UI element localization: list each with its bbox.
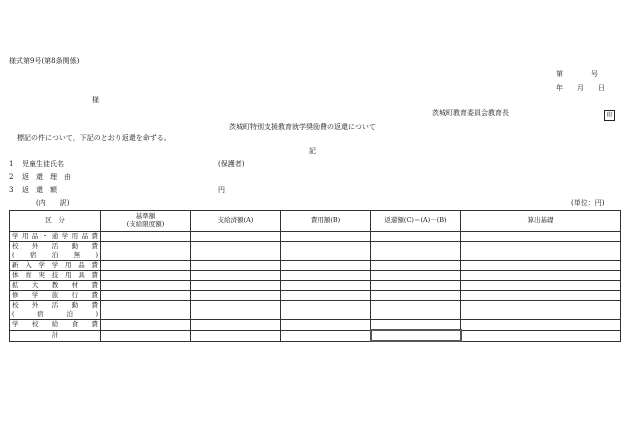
cell bbox=[281, 261, 371, 271]
cell bbox=[281, 232, 371, 242]
field-2-label: 返 還 理 由 bbox=[22, 173, 71, 181]
header-base bbox=[101, 211, 191, 232]
total-refund-cell bbox=[371, 330, 461, 341]
row-label-line2: (宿泊) bbox=[12, 310, 98, 318]
cell bbox=[371, 291, 461, 301]
cell bbox=[461, 271, 621, 281]
issuer: 茨城町教育委員会教育長 bbox=[432, 109, 509, 117]
cell bbox=[101, 320, 191, 331]
field-1-label: 児童生徒氏名 bbox=[22, 160, 64, 168]
document-title: 茨城町特別支援教育就学奨励費の返還について bbox=[229, 123, 376, 131]
field-1-number: 1 bbox=[9, 160, 14, 168]
breakdown-label: (内 訳) bbox=[36, 199, 70, 207]
field-1-note: (保護者) bbox=[218, 160, 245, 168]
table-row bbox=[10, 301, 621, 320]
cell bbox=[191, 291, 281, 301]
cell bbox=[281, 301, 371, 320]
cell bbox=[281, 291, 371, 301]
cell bbox=[101, 301, 191, 320]
table-row bbox=[10, 320, 621, 331]
row-label: 体育実技用具費 bbox=[10, 271, 101, 281]
cell bbox=[371, 301, 461, 320]
cell bbox=[191, 330, 281, 341]
unit-note: (単位：円) bbox=[571, 199, 605, 207]
header-calc: 算出基礎 bbox=[461, 211, 621, 232]
cell bbox=[101, 271, 191, 281]
cell bbox=[191, 261, 281, 271]
intro-text: 標記の件について，下記のとおり返還を命ずる。 bbox=[17, 134, 171, 142]
row-label: 学校給食費 bbox=[10, 320, 101, 331]
document-number: 第 号 bbox=[556, 70, 598, 78]
field-3-unit: 円 bbox=[218, 186, 225, 194]
ki-heading: 記 bbox=[309, 147, 316, 155]
cell bbox=[371, 261, 461, 271]
field-3-label: 返 還 額 bbox=[22, 186, 57, 194]
header-base-sub: (支給限度額) bbox=[126, 220, 165, 228]
cell bbox=[281, 271, 371, 281]
table-row bbox=[10, 271, 621, 281]
cell bbox=[191, 271, 281, 281]
cell bbox=[281, 242, 371, 261]
cell bbox=[371, 271, 461, 281]
header-paid: 支給済額(A) bbox=[191, 211, 281, 232]
cell bbox=[191, 281, 281, 291]
cell bbox=[461, 301, 621, 320]
cell bbox=[461, 330, 621, 341]
header-cost: 費用額(B) bbox=[281, 211, 371, 232]
header-category: 区 分 bbox=[10, 211, 101, 232]
cell bbox=[101, 330, 191, 341]
cell bbox=[371, 232, 461, 242]
cell bbox=[371, 320, 461, 331]
document-date: 年 月 日 bbox=[556, 84, 605, 92]
cell bbox=[191, 232, 281, 242]
row-label-line2: (宿泊無) bbox=[12, 251, 98, 259]
field-2-number: 2 bbox=[9, 173, 14, 181]
cell bbox=[461, 320, 621, 331]
table-header-row bbox=[10, 211, 621, 232]
cell bbox=[191, 242, 281, 261]
row-label bbox=[10, 301, 101, 320]
total-label: 計 bbox=[10, 330, 101, 341]
cell bbox=[101, 242, 191, 261]
cell bbox=[371, 281, 461, 291]
row-label-line1: 校外活動費 bbox=[12, 242, 98, 250]
cell bbox=[281, 320, 371, 331]
row-label: 拡大教材費 bbox=[10, 281, 101, 291]
cell bbox=[101, 232, 191, 242]
cell bbox=[461, 281, 621, 291]
recipient-suffix: 様 bbox=[92, 96, 99, 104]
field-3-number: 3 bbox=[9, 186, 14, 194]
table-row bbox=[10, 232, 621, 242]
row-label bbox=[10, 242, 101, 261]
seal-mark: 印 bbox=[604, 110, 615, 121]
cell bbox=[101, 281, 191, 291]
header-base-label: 基準額 bbox=[135, 212, 156, 221]
table-row bbox=[10, 242, 621, 261]
total-row bbox=[10, 330, 621, 341]
header-refund: 返還額(C)＝(A)－(B) bbox=[371, 211, 461, 232]
cell bbox=[191, 301, 281, 320]
cell bbox=[281, 330, 371, 341]
table-row bbox=[10, 261, 621, 271]
row-label: 新入学学用品費 bbox=[10, 261, 101, 271]
cell bbox=[461, 261, 621, 271]
row-label: 修学旅行費 bbox=[10, 291, 101, 301]
cell bbox=[191, 320, 281, 331]
cell bbox=[101, 261, 191, 271]
cell bbox=[461, 242, 621, 261]
table-row bbox=[10, 281, 621, 291]
cell bbox=[461, 291, 621, 301]
cell bbox=[281, 281, 371, 291]
form-id: 様式第9号(第8条関係) bbox=[9, 57, 80, 65]
cell bbox=[461, 232, 621, 242]
cell bbox=[371, 242, 461, 261]
breakdown-table bbox=[9, 210, 621, 342]
table-row bbox=[10, 291, 621, 301]
cell bbox=[101, 291, 191, 301]
row-label: 学用品・通学用品費 bbox=[10, 232, 101, 242]
row-label-line1: 校外活動費 bbox=[12, 301, 98, 309]
